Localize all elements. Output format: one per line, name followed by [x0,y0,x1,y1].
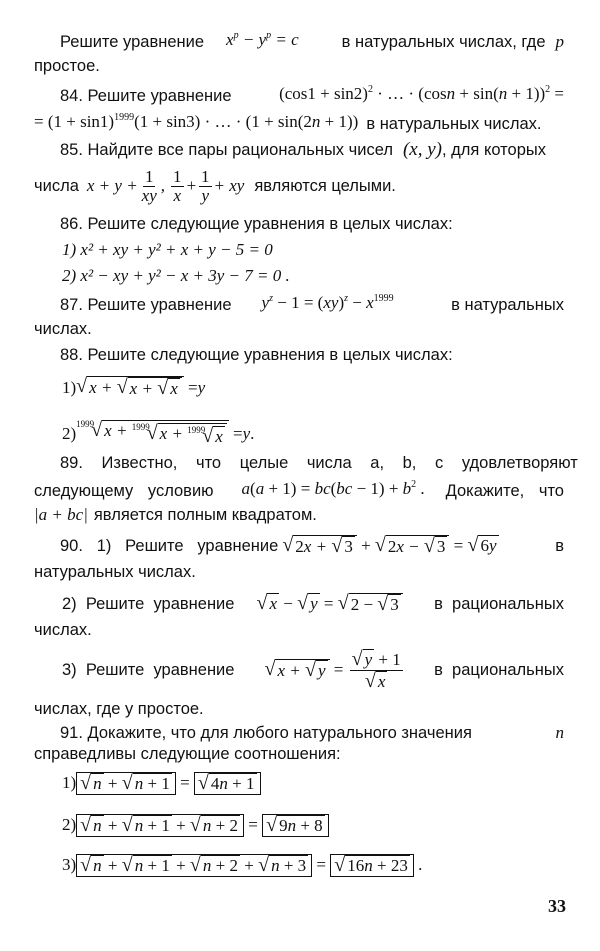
problem-91-line-2 [0,744,600,764]
formula-85: x + y + $\frac{1}{xy}$ , $\frac{1}{x}$ + $\frac{1}{y}$ + xy [86,166,245,205]
equation-86-2: 2) x² − xy + y² − x + 3y − 7 = 0 . [62,266,290,285]
problem-85-line-2 [0,164,600,208]
abs-a-plus-bc: |a + bc| [34,505,88,524]
problem-90-2-line-2 [0,620,600,640]
text: натуральных числах. [34,563,196,581]
text: справедливы следующие соотношения: [34,745,341,763]
formula-xp-yp: $x^p - y^p = c$ [226,30,299,49]
problem-89-line-1 [0,453,600,473]
problem-87-line-1 [0,293,600,316]
problem-89-line-3 [0,505,600,525]
problem-88-eq2: 2) 1999 √ x + 1999 √ x + 1999 √ x = y . [62,419,255,447]
text: Решите уравнение [60,32,205,51]
text: является полным квадратом. [93,506,317,524]
text: числа [34,177,79,195]
text: в натуральных [451,295,564,314]
problem-90-2-line-1 [0,593,600,615]
problem-83-line-2 [0,56,600,76]
formula-90-1: √ 2x + √ 3 + √ 2x − √ 3 = √ 6y [282,534,497,557]
variable-n: n [555,723,564,742]
text: в натуральных числах, где [341,32,546,51]
problem-87-label: 87. Решите уравнение [60,295,232,314]
problem-90-3-label: 3) Решите уравнение [62,661,235,679]
problem-85-label: 85. Найдите все пары рациональных чисел [60,141,393,159]
text: простое. [34,57,100,75]
problem-88-eq1: 1) √ x + √ x + √ x = y [62,375,206,399]
text: числах, где y простое. [34,700,204,718]
text: Докажите, что [445,481,564,500]
problem-88-line-1 [0,345,600,365]
problem-90-line-2 [0,562,600,582]
problem-90-2-label: 2) Решите уравнение [62,595,235,613]
formula-87: $y^z - 1 = (xy)^z - x^{1999}$ [261,293,394,312]
problem-91-line-1 [0,723,600,743]
problem-86-eq2 [0,266,600,286]
equation-86-1: 1) x² + xy + y² + x + y − 5 = 0 [62,240,273,259]
text: , для которых [442,141,546,159]
formula-90-3: √ x + √ y = √ y + 1 √ x [264,647,401,692]
problem-90-label: 90. 1) Решите уравнение [60,537,279,555]
problem-84-line-2 [0,112,600,135]
page-number: 33 [548,896,566,916]
formula-89: $a(a + 1) = bc(bc - 1) + b^2$ . [241,479,425,498]
pair-xy: (x, y) [402,139,442,160]
problem-90-3-line-1 [0,646,600,694]
problem-89-label: 89. Известно, что целые числа a, b, c удовлетворяют [60,454,578,472]
text: следующему условию [34,481,214,500]
formula-90-2: √ x − √ y = √ 2 − √ 3 [256,593,402,615]
text: в рациональных [434,595,564,613]
formula-cos-sin-product: $(\cos 1 + \sin 2)^2$ · … · $(\cos n + \sin(n + 1))^2$ = [279,84,564,103]
variable-p: p [555,31,564,51]
problem-87-line-2 [0,319,600,339]
nested-radical-1: √ x + √ x + √ x [76,376,184,399]
problem-89-line-2 [0,479,600,502]
problem-91-eq3: 3) √ n + √ n + 1 + √ n + 2 + √ n + 3 = √ 16n + 23 . [62,853,423,876]
problem-90-3-line-2 [0,699,600,719]
problem-84-label: 84. Решите уравнение [60,86,232,105]
text: в [555,537,564,555]
formula-one-plus-sin-product: = $(1 + \sin 1)^{1999}(1 + \sin 3)$ · … · (1 + sin(2n + 1)) [34,112,359,131]
text: числах. [34,320,92,338]
problem-85-line-1 [0,140,600,160]
problem-84-line-1 [0,84,600,107]
problem-86-eq1 [0,240,600,260]
problem-83-line-1 [0,30,600,53]
nested-radical-1999: 1999 √ x + 1999 √ x + 1999 √ x [76,420,229,447]
text: в натуральных числах. [366,114,542,133]
problem-91-eq1: 1) √ n + √ n + 1 = √ 4n + 1 [0,770,600,796]
text: числах. [34,621,92,639]
problem-91-eq2: 2) √ n + √ n + 1 + √ n + 2 = √ 9n + 8 [0,812,600,838]
problem-90-line-1 [0,535,600,557]
text: являются целыми. [254,177,396,195]
problem-86-line-1 [0,214,600,234]
text: в рациональных [434,661,564,679]
problem-88-label: 88. Решите следующие уравнения в целых числах: [60,346,453,364]
problem-86-label: 86. Решите следующие уравнения в целых числах: [60,215,453,233]
problem-91-label: 91. Докажите, что для любого натурального значения [60,724,472,742]
